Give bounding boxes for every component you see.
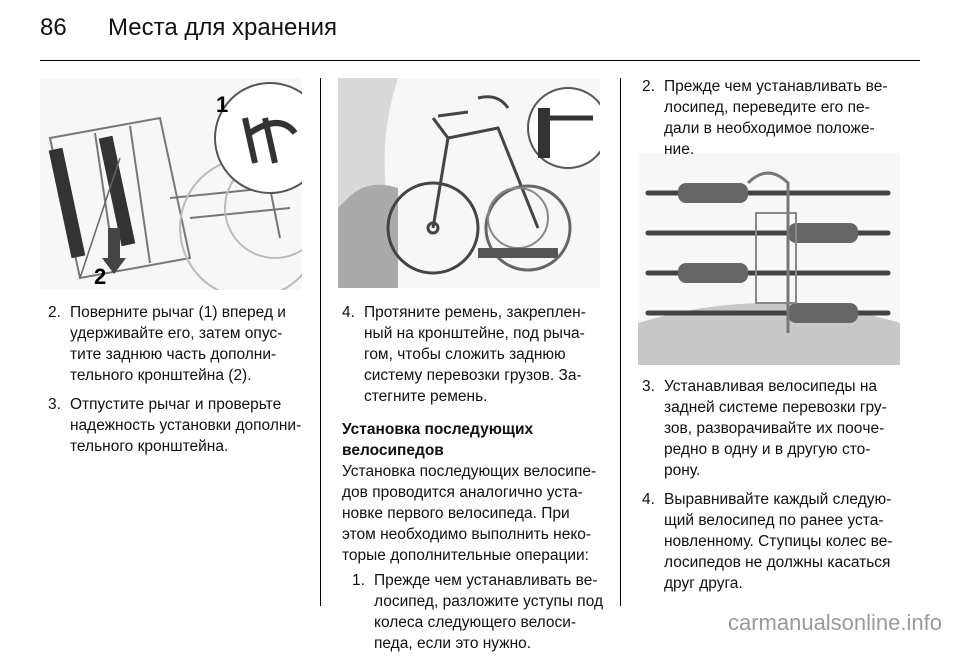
text-line: лосипедов не должны касаться [664, 554, 891, 571]
text-line: Прежде чем устанавливать ве- [374, 572, 598, 589]
instruction-step-4b [642, 489, 912, 594]
text-line: рону. [664, 462, 701, 479]
page-number: 86 [40, 14, 67, 41]
step-number: 3. [48, 396, 61, 413]
text-line: тельного кронштейна. [70, 438, 229, 455]
section-body [342, 461, 610, 566]
text-line: редно в одну и в другую сто- [664, 441, 871, 458]
instruction-step-3b [642, 376, 912, 481]
text-line: Установка последующих велосипе- [342, 463, 597, 480]
instruction-step-2 [48, 302, 310, 386]
text-line: лосипед, переведите его пе- [664, 99, 870, 116]
text-line: задней системе перевозки гру- [664, 399, 887, 416]
text-line: стегните ремень. [364, 388, 488, 405]
text-line: щий велосипед по ранее уста- [664, 512, 884, 529]
text-line: дов проводится аналогично уста- [342, 484, 583, 501]
step-number: 2. [48, 304, 61, 321]
column-1-text [48, 302, 310, 465]
step-number: 3. [642, 378, 655, 395]
text-line: систему перевозки грузов. За- [364, 367, 582, 384]
step-number: 1. [352, 572, 365, 589]
instruction-step-2b [642, 76, 912, 160]
text-line: дали в необходимое положе- [664, 120, 875, 137]
column-3-top-text [642, 76, 912, 168]
instruction-step-1 [352, 570, 610, 654]
text-line: друг друга. [664, 575, 743, 592]
step-number: 2. [642, 78, 655, 95]
text-line: Установка последующих [342, 421, 534, 438]
instruction-step-3 [48, 394, 310, 457]
column-2-text [342, 302, 610, 662]
step-number: 4. [342, 304, 355, 321]
text-line: Поверните рычаг (1) вперед и [70, 304, 286, 321]
text-line: тите заднюю часть дополни- [70, 346, 277, 363]
figure-label-1: 1 [216, 92, 229, 117]
text-line: лосипед, разложите уступы под [374, 593, 604, 610]
page-title: Места для хранения [108, 14, 337, 41]
text-line: гом, чтобы сложить заднюю [364, 346, 566, 363]
text-line: Прежде чем устанавливать ве- [664, 78, 888, 95]
figure-bike-on-carrier [338, 78, 600, 288]
text-line: новке первого велосипеда. При [342, 505, 570, 522]
column-divider-2 [620, 78, 621, 606]
header-rule [40, 60, 920, 61]
text-line: Протяните ремень, закреплен- [364, 304, 586, 321]
instruction-step-4 [342, 302, 610, 407]
watermark-text: carmanualsonline.info [727, 610, 942, 635]
text-line: Устанавливая велосипеды на [664, 378, 878, 395]
column-3-bottom-text [642, 376, 912, 602]
step-number: 4. [642, 491, 655, 508]
figure-label-2: 2 [94, 264, 107, 289]
text-line: велосипедов [342, 442, 444, 459]
text-line: надежность установки дополни- [70, 417, 302, 434]
text-line: ный на кронштейне, под рыча- [364, 325, 585, 342]
text-line: педа, если это нужно. [374, 635, 532, 652]
text-line: зов, разворачивайте их поoче- [664, 420, 885, 437]
figure-bikes-top-view [638, 153, 900, 365]
page-header [40, 14, 337, 42]
text-line: ние. [664, 141, 695, 158]
text-line: Отпустите рычаг и проверьте [70, 396, 282, 413]
text-line: новленному. Ступицы колес ве- [664, 533, 893, 550]
text-line: колеса следующего велоси- [374, 614, 577, 631]
text-line: тельного кронштейна (2). [70, 367, 252, 384]
text-line: этом необходимо выполнить неко- [342, 526, 592, 543]
text-line: Выравнивайте каждый следую- [664, 491, 892, 508]
text-line: удерживайте его, затем опус- [70, 325, 283, 342]
text-line: торые дополнительные операции: [342, 547, 589, 564]
column-divider-1 [320, 78, 321, 606]
figure-carrier-bracket [40, 78, 302, 290]
section-subheading [342, 419, 610, 461]
